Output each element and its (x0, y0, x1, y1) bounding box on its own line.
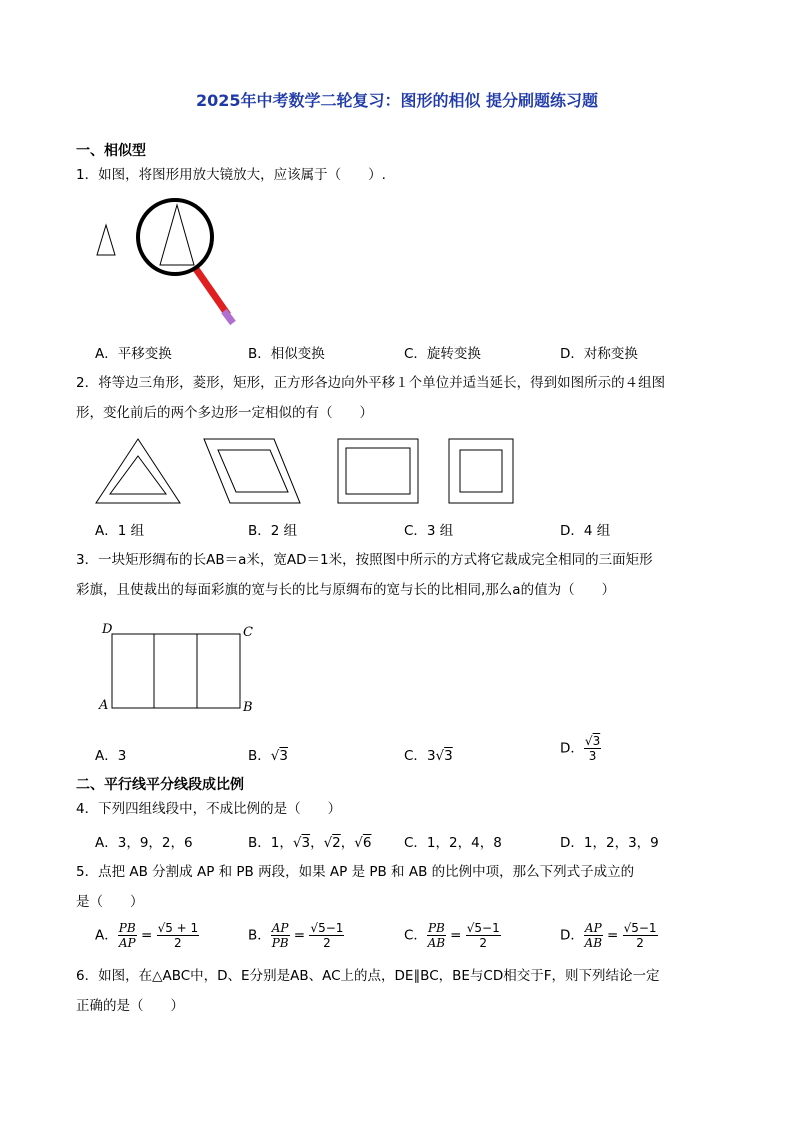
q3-option-a[interactable] (95, 744, 126, 764)
q4-option-c[interactable]: C．1，2，4，8 (404, 835, 502, 851)
inner-rhombus (218, 450, 288, 492)
question-5-line2: 是（ ） (76, 894, 144, 910)
fraction (271, 921, 290, 950)
fraction-denominator: AB (584, 936, 603, 950)
q1-option-a[interactable]: A．平移变换 (95, 346, 172, 362)
inner-square (460, 450, 502, 492)
fraction: $\frac{√3}{3}$ (584, 734, 601, 763)
option-prefix: B．1， (248, 835, 293, 851)
fraction-denominator: 3 (588, 749, 597, 763)
label-c: C (243, 625, 253, 640)
radicand: 3 (301, 835, 311, 851)
question-3-line1: 3．一块矩形绸布的长AB＝a米，宽AD＝1米，按照图中所示的方式将它裁成完全相同的三面矩形 (76, 552, 653, 568)
q3-option-d[interactable] (560, 734, 601, 763)
question-2-line1: 2．将等边三角形，菱形，矩形，正方形各边向外平移１个单位并适当延长，得到如图所示的４组图 (76, 375, 666, 391)
option-prefix: C． (404, 748, 427, 764)
fraction-numerator: AP (584, 921, 602, 935)
option-prefix: B． (248, 927, 271, 944)
small-triangle (97, 225, 115, 255)
q5-option-a[interactable]: A． $\frac{PB}{AP}$ = $\frac{√5 + 1}{2}$ (95, 921, 199, 950)
fraction-denominator: AB (427, 936, 446, 950)
option-prefix: A． (95, 927, 118, 944)
q1-option-c[interactable]: C．旋转变换 (404, 346, 481, 362)
fraction-numerator: √5−1 (310, 921, 344, 935)
fraction-denominator: PB (271, 936, 289, 950)
coefficient: 3 (426, 748, 436, 764)
radicand: 3 (444, 748, 453, 764)
q4-option-b[interactable]: B．1，√3，√2，√6 (248, 835, 372, 851)
magnifier-figure (90, 195, 250, 335)
question-5-line1: 5．点把 AB 分割成 AP 和 PB 两段，如果 AP 是 PB 和 AB 的比例中项，那么下列式子成立的 (76, 864, 635, 880)
q5-option-c[interactable]: C． $\frac{PB}{AB}$ = $\frac{√5-1}{2}$ (404, 921, 500, 950)
radicand: 3 (279, 748, 288, 764)
question-6-line1: 6．如图，在△ABC中，D、E分别是AB、AC上的点，DE∥BC，BE与CD相交于F，则下列结论一定 (76, 968, 660, 984)
outer-rhombus (204, 439, 300, 503)
fraction (584, 921, 603, 950)
fraction-denominator: 2 (323, 936, 331, 950)
fraction-denominator: 2 (479, 936, 488, 950)
question-4-text: 4．下列四组线段中，不成比例的是（ ） (76, 801, 342, 817)
q2-option-b[interactable]: B．2 组 (248, 523, 298, 539)
nested-shapes-figure (94, 436, 524, 508)
fraction (623, 921, 658, 950)
fraction-denominator: 2 (174, 936, 182, 950)
section-heading: 二、平行线平分线段成比例 (76, 777, 244, 793)
separator: ， (340, 835, 355, 851)
q5-option-d[interactable]: D． $\frac{AP}{AB}$ = $\frac{√5-1}{2}$ (560, 921, 657, 950)
q2-option-a[interactable]: A．1 组 (95, 523, 145, 539)
label-a: A (99, 698, 109, 713)
inner-rectangle (346, 448, 410, 494)
fraction (466, 921, 501, 950)
fraction-numerator: 3 (592, 734, 601, 748)
fraction-numerator: √5−1 (466, 921, 500, 935)
fraction (118, 921, 137, 950)
label-d: D (102, 622, 113, 637)
option-prefix: D． (560, 740, 584, 757)
magnifier-handle (196, 269, 228, 315)
q2-option-c[interactable]: C．3 组 (404, 523, 454, 539)
radicand: 2 (332, 835, 341, 851)
fraction (427, 921, 446, 950)
option-prefix: B． (248, 748, 271, 764)
fraction-numerator: PB (427, 921, 445, 935)
option-prefix: D． (560, 927, 584, 944)
fraction-numerator: √5 + 1 (157, 921, 199, 935)
outer-triangle (96, 439, 180, 503)
magnifier-handle-tip (224, 311, 233, 323)
option-prefix: A． (95, 748, 118, 764)
fraction-numerator: AP (271, 921, 289, 935)
question-1-text: 1．如图，将图形用放大镜放大，应该属于（ ）. (76, 167, 386, 183)
enlarged-triangle (160, 205, 194, 265)
fraction (157, 921, 200, 950)
outer-rectangle (338, 439, 418, 503)
question-6-line2: 正确的是（ ） (76, 998, 184, 1014)
rectangle-flag-figure (96, 622, 266, 718)
fraction (309, 921, 344, 950)
inner-triangle (110, 456, 166, 494)
page-title: 2025年中考数学二轮复习：图形的相似 提分刷题练习题 (195, 91, 599, 110)
cloth-rectangle (112, 634, 240, 708)
label-b: B (243, 700, 253, 715)
fraction-denominator: 2 (636, 936, 644, 950)
fraction-numerator: √5−1 (623, 921, 657, 935)
fraction-numerator: PB (118, 921, 136, 935)
q5-option-b[interactable]: B． $\frac{AP}{PB}$ = $\frac{√5-1}{2}$ (248, 921, 344, 950)
q2-option-d[interactable]: D．4 组 (560, 523, 611, 539)
q1-option-b[interactable]: B．相似变换 (248, 346, 325, 362)
q4-option-d[interactable]: D．1，2，3，9 (560, 835, 659, 851)
section-heading: 一、相似型 (76, 143, 146, 159)
question-3-line2: 彩旗，且使裁出的每面彩旗的宽与长的比与原绸布的宽与长的比相同,那么a的值为（ ） (76, 582, 616, 598)
fraction-denominator: AP (118, 936, 136, 950)
q4-option-a[interactable]: A．3，9，2，6 (95, 835, 193, 851)
radicand: 6 (362, 835, 372, 851)
q3-option-c[interactable]: C．3√3 (404, 748, 453, 764)
question-2-line2: 形，变化前后的两个多边形一定相似的有（ ） (76, 405, 373, 421)
q3-option-b[interactable]: B．√3 (248, 748, 288, 764)
q1-option-d[interactable]: D．对称变换 (560, 346, 638, 362)
separator: ， (310, 835, 324, 851)
option-value: 3 (117, 748, 127, 764)
outer-square (449, 439, 513, 503)
option-prefix: C． (404, 927, 427, 944)
